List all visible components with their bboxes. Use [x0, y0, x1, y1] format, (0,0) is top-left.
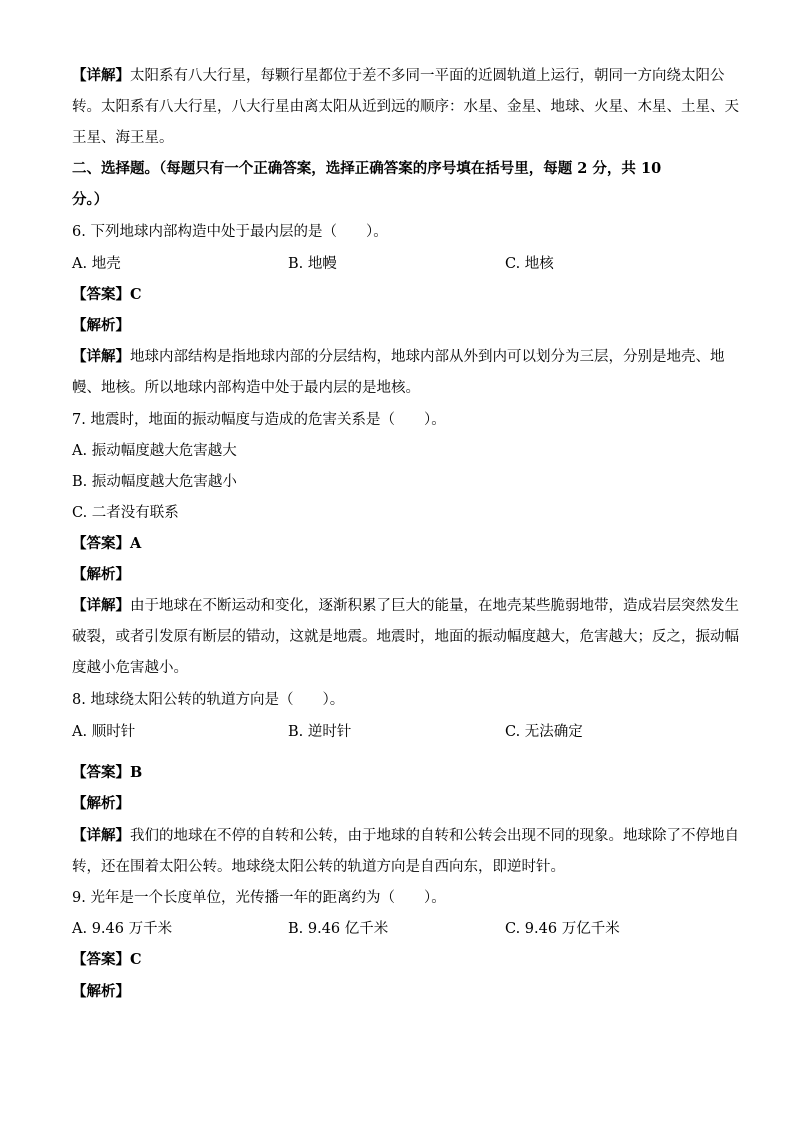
option-c: C. 地核 — [505, 256, 554, 272]
option-c: C. 二者没有联系 — [72, 505, 179, 521]
option-c: C. 9.46 万亿千米 — [505, 921, 620, 937]
question-stem: 9. 光年是一个长度单位，光传播一年的距离约为（ ）。 — [72, 890, 446, 906]
detail-line: 幔、地核。所以地球内部构造中处于最内层的是地核。 — [72, 380, 420, 396]
option-a: A. 振动幅度越大危害越大 — [72, 443, 237, 459]
option-b: B. 逆时针 — [288, 724, 352, 740]
detail-line — [72, 826, 739, 846]
detail-line — [72, 596, 739, 616]
analysis-label: 【解析】 — [72, 983, 130, 1000]
option-b: B. 振动幅度越大危害越小 — [72, 474, 237, 490]
analysis-label: 【解析】 — [72, 795, 130, 812]
detail-tag: 【详解】 — [72, 348, 130, 365]
detail-line: 王星、海王星。 — [72, 130, 174, 146]
detail-line: 度越小危害越小。 — [72, 660, 188, 676]
option-a: A. 顺时针 — [72, 724, 136, 740]
detail-line — [72, 347, 725, 367]
analysis-label: 【解析】 — [72, 566, 130, 583]
detail-line: 破裂，或者引发原有断层的错动，这就是地震。地震时，地面的振动幅度越大，危害越大；反之，振动幅 — [72, 629, 739, 645]
question-stem: 6. 下列地球内部构造中处于最内层的是（ ）。 — [72, 224, 388, 240]
detail-tag: 【详解】 — [72, 597, 130, 614]
option-a: A. 9.46 万千米 — [72, 921, 173, 937]
detail-text: 地球内部结构是指地球内部的分层结构，地球内部从外到内可以划分为三层，分别是地壳、地 — [130, 349, 725, 365]
answer: 【答案】B — [72, 764, 143, 781]
question-stem: 7. 地震时，地面的振动幅度与造成的危害关系是（ ）。 — [72, 412, 446, 428]
question-stem: 8. 地球绕太阳公转的轨道方向是（ ）。 — [72, 692, 345, 708]
option-c: C. 无法确定 — [505, 724, 583, 740]
detail-line — [72, 66, 725, 86]
option-b: B. 9.46 亿千米 — [288, 921, 389, 937]
detail-line: 转。太阳系有八大行星，八大行星由离太阳从近到远的顺序：水星、金星、地球、火星、木星、土星、天 — [72, 99, 739, 115]
analysis-label: 【解析】 — [72, 317, 130, 334]
answer: 【答案】C — [72, 951, 142, 968]
detail-text: 太阳系有八大行星，每颗行星都位于差不多同一平面的近圆轨道上运行，朝同一方向绕太阳公 — [130, 68, 725, 84]
option-a: A. 地壳 — [72, 256, 121, 272]
detail-line: 转，还在围着太阳公转。地球绕太阳公转的轨道方向是自西向东，即逆时针。 — [72, 859, 565, 875]
answer: 【答案】A — [72, 535, 142, 552]
section-heading: 二、选择题。（每题只有一个正确答案，选择正确答案的序号填在括号里，每题 2 分，共 10 — [72, 160, 662, 177]
detail-tag: 【详解】 — [72, 827, 130, 844]
detail-tag: 【详解】 — [72, 67, 130, 84]
detail-text: 我们的地球在不停的自转和公转，由于地球的自转和公转会出现不同的现象。地球除了不停地自 — [130, 828, 739, 844]
detail-text: 由于地球在不断运动和变化，逐渐积累了巨大的能量，在地壳某些脆弱地带，造成岩层突然发生 — [130, 598, 739, 614]
answer: 【答案】C — [72, 286, 142, 303]
option-b: B. 地幔 — [288, 256, 337, 272]
section-heading: 分。） — [72, 191, 109, 208]
